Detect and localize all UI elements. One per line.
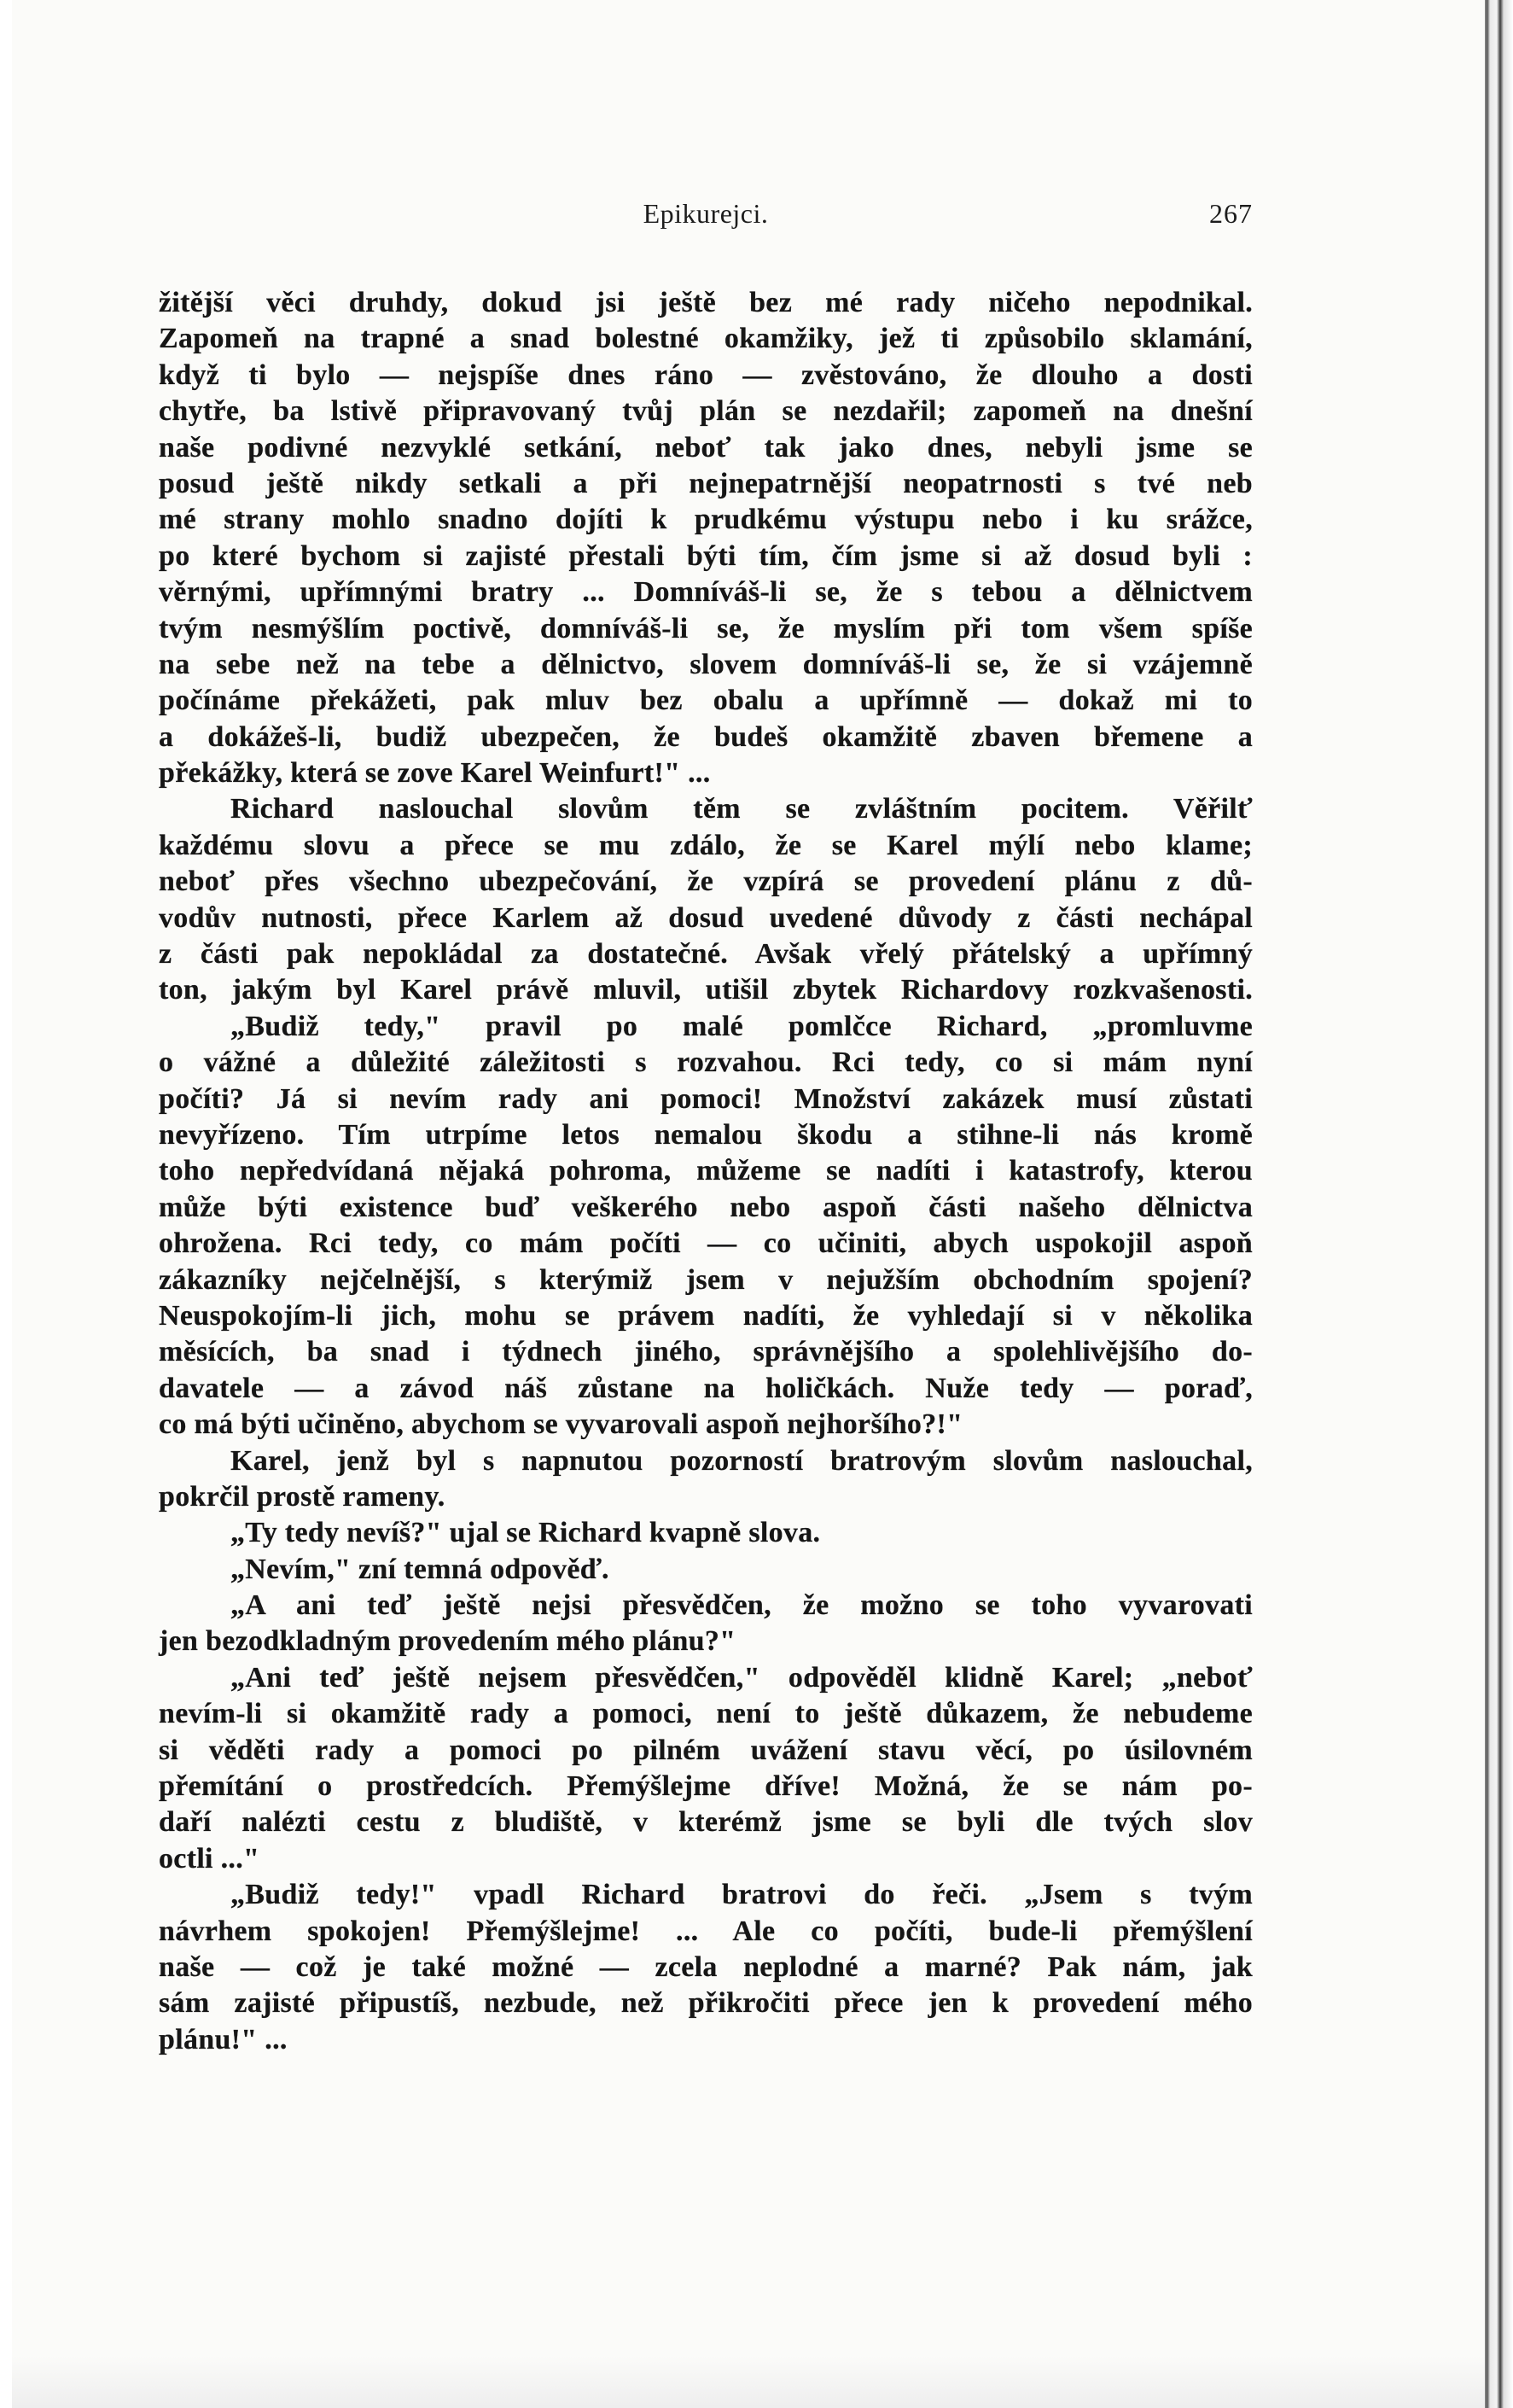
text-line: octli ..." xyxy=(159,1842,260,1875)
scan-left-margin xyxy=(0,0,12,2408)
page-header xyxy=(159,198,1253,241)
text-line: z části pak nepokládal za dostatečné. Avšak vřelý přátelský a upřímný xyxy=(159,938,1253,971)
text-line: „Nevím," zní temná odpověď. xyxy=(230,1553,609,1585)
text-line: vodův nutnosti, přece Karlem až dosud uvedené důvody z části nechápal xyxy=(159,901,1253,934)
text-line: jen bezodkladným provedením mého plánu?" xyxy=(159,1625,736,1658)
text-line: na sebe než na tebe a dělnictvo, slovem domníváš-li se, že si vzájemně xyxy=(159,648,1253,680)
text-line: nevím-li si okamžitě rady a pomoci, není to ještě důkazem, že nebudeme xyxy=(159,1698,1253,1730)
text-line: „Ani teď ještě nejsem přesvědčen," odpověděl klidně Karel; „neboť xyxy=(230,1661,1253,1694)
text-line: každému slovu a přece se mu zdálo, že se Karel mýlí nebo klame; xyxy=(159,829,1253,861)
text-line: žitější věci druhdy, dokud jsi ještě bez mé rady ničeho nepodnikal. xyxy=(159,287,1253,318)
body-text xyxy=(159,285,1253,2058)
text-line: Karel, jenž byl s napnutou pozorností bratrovým slovům naslouchal, xyxy=(230,1444,1253,1477)
page-number: 267 xyxy=(1209,198,1253,229)
text-line: tvým nesmýšlím poctivě, domníváš-li se, že myslím při tom všem spíše xyxy=(159,612,1253,644)
text-line: plánu!" ... xyxy=(159,2023,288,2055)
text-line: „A ani teď ještě nejsi přesvědčen, že možno se toho vyvarovati xyxy=(230,1589,1253,1622)
text-line: toho nepředvídaná nějaká pohroma, můžeme se nadíti i katastrofy, kterou xyxy=(159,1155,1253,1187)
page-bottom-shading xyxy=(12,2356,1485,2408)
text-line: když ti bylo — nejspíše dnes ráno — zvěstováno, že dlouho a dosti xyxy=(159,359,1253,391)
book-spine-edge xyxy=(1485,0,1513,2408)
text-line: Zapomeň na trapné a snad bolestné okamžiky, jež ti způsobilo sklamání, xyxy=(159,323,1253,355)
text-line: „Budiž tedy," pravil po malé pomlčce Richard, „promluvme xyxy=(230,1010,1253,1042)
text-line: si věděti rady a pomoci po pilném uvážení stavu věcí, po úsilovném xyxy=(159,1734,1253,1766)
text-line: věrnými, upřímnými bratry ... Domníváš-li se, že s tebou a dělnictvem xyxy=(159,576,1253,609)
text-line: „Budiž tedy!" vpadl Richard bratrovi do řeči. „Jsem s tvým xyxy=(230,1879,1253,1911)
text-line: pokrčil prostě rameny. xyxy=(159,1480,445,1513)
text-line: a dokážeš-li, budiž ubezpečen, že budeš okamžitě zbaven břemene a xyxy=(159,720,1253,753)
text-line: po které bychom si zajisté přestali býti tím, čím jsme si až dosud byli : xyxy=(159,539,1253,572)
text-line: posud ještě nikdy setkali a při nejnepatrnější neopatrnosti s tvé neb xyxy=(159,467,1253,499)
text-line: překážky, která se zove Karel Weinfurt!" ... xyxy=(159,757,711,790)
text-line: může býti existence buď veškerého nebo aspoň části našeho dělnictva xyxy=(159,1191,1253,1223)
text-line: chytře, ba lstivě připravovaný tvůj plán se nezdařil; zapomeň na dnešní xyxy=(159,395,1253,428)
text-line: Richard naslouchal slovům těm se zvláštním pocitem. Věřilť xyxy=(230,793,1253,825)
text-line: daří nalézti cestu z bludiště, v kterémž jsme se byli dle tvých slov xyxy=(159,1806,1253,1839)
text-line: mé strany mohlo snadno dojíti k prudkému výstupu nebo i ku srážce, xyxy=(159,504,1253,536)
text-line: davatele — a závod náš zůstane na holičkách. Nuže tedy — poraď, xyxy=(159,1372,1253,1404)
text-line: počínáme překážeti, pak mluv bez obalu a upřímně — dokaž mi to xyxy=(159,685,1253,717)
text-line: měsících, ba snad i týdnech jiného, správnějšího a spolehlivějšího do- xyxy=(159,1336,1253,1368)
text-line: neboť přes všechno ubezpečování, že vzpírá se provedení plánu z dů- xyxy=(159,866,1253,898)
text-line: návrhem spokojen! Přemýšlejme! ... Ale co počíti, bude-li přemýšlení xyxy=(159,1915,1253,1947)
running-head: Epikurejci. xyxy=(643,198,769,229)
text-line: ton, jakým byl Karel právě mluvil, utišil zbytek Richardovy rozkvašenosti. xyxy=(159,974,1253,1006)
text-line: Neuspokojím-li jich, mohu se právem nadíti, že vyhledají si v několika xyxy=(159,1299,1253,1332)
text-line: co má býti učiněno, abychom se vyvarovali aspoň nejhoršího?!" xyxy=(159,1408,963,1441)
text-line: naše — což je také možné — zcela neplodné a marné? Pak nám, jak xyxy=(159,1950,1253,1983)
text-line: ohrožena. Rci tedy, co mám počíti — co učiniti, abych uspokojil aspoň xyxy=(159,1227,1253,1260)
text-line: počíti? Já si nevím rady ani pomoci! Množství zakázek musí zůstati xyxy=(159,1082,1253,1115)
text-line: naše podivné nezvyklé setkání, neboť tak jako dnes, nebyli jsme se xyxy=(159,431,1253,464)
text-line: přemítání o prostředcích. Přemýšlejme dříve! Možná, že se nám po- xyxy=(159,1770,1253,1803)
text-line: nevyřízeno. Tím utrpíme letos nemalou škodu a stihne-li nás kromě xyxy=(159,1118,1253,1151)
text-line: o vážné a důležité záležitosti s rozvahou. Rci tedy, co si mám nyní xyxy=(159,1047,1253,1079)
text-line: „Ty tedy nevíš?" ujal se Richard kvapně slova. xyxy=(230,1517,821,1549)
text-line: sám zajisté připustíš, nezbude, než přikročiti přece jen k provedení mého xyxy=(159,1987,1253,2020)
text-line: zákazníky nejčelnější, s kterýmiž jsem v nejužším obchodním spojení? xyxy=(159,1263,1253,1296)
